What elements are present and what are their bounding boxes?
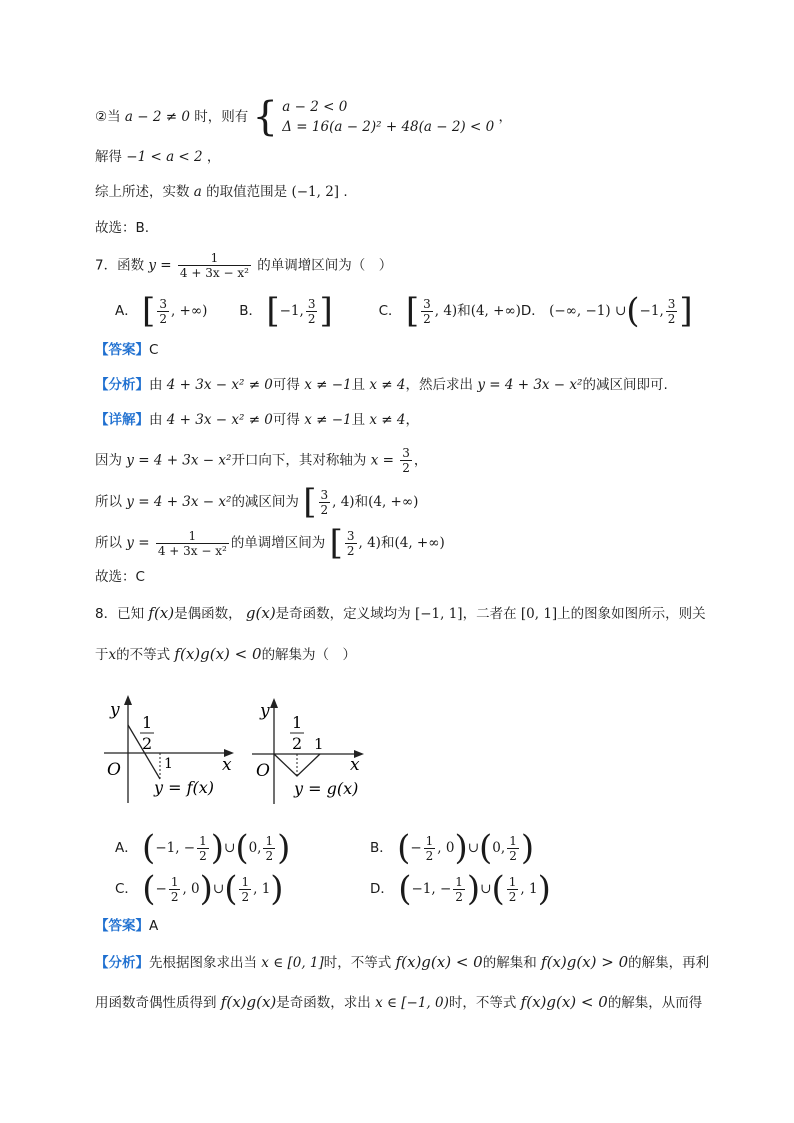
q8-an1-i2: f(x)g(x) > 0 — [541, 953, 629, 971]
graph-g-origin: O — [256, 761, 270, 781]
q7-so1-den: 2 — [320, 502, 329, 517]
q8-opt-c-n2: 1 — [241, 874, 250, 889]
q8-opt-d-n2: 1 — [508, 874, 517, 889]
q8-l1-b: 是偶函数， — [174, 606, 242, 622]
q8-opt-b-n2: 1 — [509, 833, 517, 848]
q7-because-den: 2 — [402, 461, 410, 475]
q8-opt-d-m2: , 1 — [520, 881, 538, 897]
bracket-icon: ( — [491, 869, 505, 909]
q7-because — [95, 446, 427, 475]
q7-an-expr2: x ≠ −1 — [304, 377, 352, 393]
q7-opt-a-den: 2 — [159, 311, 167, 326]
q7-option-a[interactable] — [115, 291, 235, 331]
bracket-icon: ) — [537, 869, 551, 909]
q8-opt-c-d2: 2 — [241, 889, 250, 904]
q7-an-3: 且 — [351, 377, 366, 393]
q8-l1-c: 是奇函数，定义域均为 — [275, 606, 411, 622]
q7-opt-c-den: 2 — [423, 311, 431, 326]
q8-l1-f: f(x) — [148, 604, 175, 622]
q7-so1-frac — [319, 488, 331, 517]
q7-opt-b-head: −1, — [279, 303, 304, 319]
q7-opt-b-num: 3 — [307, 296, 316, 311]
q8-opt-a-n1: 1 — [199, 833, 207, 848]
q7-opt-a-frac — [157, 297, 169, 326]
q7-so2-and: 和 — [380, 535, 395, 551]
q7-because-axis: x = — [370, 452, 394, 469]
bracket-icon: ( — [398, 869, 412, 909]
q8-l2-c: 的解集为（ ） — [261, 647, 357, 663]
q8-answer-value: A — [149, 918, 159, 934]
bracket-icon: ) — [277, 828, 291, 868]
analysis-tag: 【分析】 — [95, 955, 149, 971]
q8-opt-d-n1: 1 — [455, 874, 463, 889]
q7-opt-b-frac — [306, 297, 318, 326]
q7-an-expr3: x ≠ 4 — [369, 377, 406, 393]
solve-line — [95, 146, 220, 168]
bracket-icon: [ — [266, 291, 280, 331]
q7-so2-int: , 4) — [358, 535, 381, 551]
q8-opt-c-m1: , 0 — [182, 881, 200, 897]
q8-opt-b-l: − — [410, 840, 422, 856]
q7-de-1: 由 — [149, 412, 163, 428]
solve-tail: ， — [206, 149, 221, 165]
q7-de-4: ， — [405, 412, 420, 428]
q7-so1-expr: y = 4 + 3x − x² — [126, 494, 232, 510]
q7-opt-c-label: C． — [378, 303, 402, 319]
q8-opt-b-cup: ∪ — [467, 840, 480, 856]
summary-tail: . — [343, 184, 348, 200]
q8-opt-b-label: B． — [370, 840, 393, 856]
bracket-icon: ) — [210, 828, 225, 868]
q8-option-d[interactable] — [370, 869, 551, 909]
bracket-icon: ] — [679, 291, 693, 331]
q7-analysis — [95, 374, 668, 396]
q8-an2-i: f(x)g(x) < 0 — [520, 993, 608, 1011]
q7-detail — [95, 409, 419, 431]
q7-number: 7．函数 — [95, 257, 145, 274]
graph-f-half-den: 2 — [142, 734, 153, 753]
q7-func-num: 1 — [178, 251, 251, 266]
q8-l1-interval: [0, 1] — [520, 606, 558, 622]
q7-so2-den: 4 + 3x − x² — [157, 543, 227, 558]
q8-opt-b-frac2 — [507, 834, 519, 863]
q8-opt-d-d2: 2 — [508, 889, 517, 904]
q7-de-expr3: x ≠ 4 — [369, 412, 406, 428]
q7-so1-tail: (4, +∞) — [368, 494, 419, 510]
bracket-icon: ) — [199, 869, 213, 909]
graph-g — [252, 698, 372, 806]
system-tail: ， — [498, 109, 512, 125]
q8-opt-b-d2: 2 — [509, 848, 517, 863]
bracket-icon: ( — [142, 828, 156, 868]
q7-opt-a-label: A． — [115, 303, 138, 319]
q8-l1-d: ，二者在 — [462, 606, 517, 622]
graph-f-y-label: y — [110, 700, 120, 720]
q7-opt-c-and: 和 — [457, 303, 471, 319]
bracket-icon: [ — [329, 523, 343, 563]
q8-opt-b-n1: 1 — [425, 833, 434, 848]
q8-l1-e: 上的图象如图所示，则关 — [557, 606, 706, 622]
q8-opt-d-cup: ∪ — [480, 881, 492, 897]
q7-so2-fnum: 3 — [346, 528, 355, 543]
q7-opt-b-den: 2 — [307, 311, 316, 326]
case2-line — [95, 94, 512, 140]
q8-opt-c-d1: 2 — [170, 889, 179, 904]
q8-l2-a: 于 — [95, 647, 109, 663]
q7-choice: 故选：C — [95, 569, 145, 585]
q7-func-fraction — [178, 251, 251, 280]
answer-tag: 【答案】 — [95, 918, 149, 934]
q7-option-d[interactable] — [520, 291, 693, 331]
q7-so2-prefix: 所以 — [95, 535, 122, 551]
q8-opt-c-m2: , 1 — [253, 881, 271, 897]
q8-an1-a: 先根据图象求出当 — [149, 955, 257, 971]
q7-stem — [95, 251, 392, 280]
q7-answer — [95, 339, 158, 361]
q7-because-2: 开口向下，其对称轴为 — [231, 452, 367, 469]
answer-tag: 【答案】 — [95, 342, 149, 358]
q7-so2-lhs: y = — [126, 535, 150, 551]
q8-opt-c-frac2 — [239, 875, 251, 904]
part6-choice: 故选：B. — [95, 220, 150, 236]
q8-opt-b-m1: , 0 — [437, 840, 455, 856]
graph-g-half-num: 1 — [292, 713, 303, 732]
bracket-icon: ) — [466, 869, 481, 909]
q7-because-1: 因为 — [95, 452, 122, 469]
q8-l1-g: g(x) — [245, 604, 276, 622]
graph-f-x-label: x — [222, 755, 232, 775]
q8-an1-c: 的解集和 — [482, 955, 537, 971]
q7-so1-mid: 的减区间为 — [231, 494, 299, 510]
analysis-tag: 【分析】 — [95, 377, 149, 393]
q7-option-b[interactable] — [239, 291, 374, 331]
q7-de-expr2: x ≠ −1 — [304, 412, 352, 428]
bracket-icon: ( — [626, 291, 640, 331]
q8-opt-c-l: − — [155, 881, 167, 897]
graph-g-x-label: x — [350, 755, 360, 775]
q7-so2-mid: 的单调增区间为 — [230, 535, 326, 551]
q8-opt-a-label: A． — [115, 840, 138, 856]
graph-f-one: 1 — [164, 756, 173, 772]
q8-opt-a-n2: 1 — [265, 833, 274, 848]
q8-an1-x: x ∈ [0, 1] — [261, 955, 324, 971]
q8-opt-d-label: D． — [370, 881, 394, 897]
bracket-icon: ( — [397, 828, 411, 868]
q8-option-a[interactable] — [115, 828, 291, 868]
q8-opt-c-label: C． — [115, 881, 138, 897]
q8-opt-a-frac2 — [263, 834, 275, 863]
q7-opt-d-den: 2 — [667, 311, 676, 326]
q7-so2-fden: 2 — [346, 543, 355, 558]
q7-so1-num: 3 — [320, 487, 329, 502]
q8-opt-b-frac1 — [424, 834, 436, 863]
q7-option-c[interactable] — [378, 291, 521, 331]
q7-so1-int: , 4) — [332, 494, 355, 510]
system-row-2: Δ = 16(a − 2)² + 48(a − 2) < 0 — [282, 119, 495, 135]
summary-prefix: 综上所述，实数 — [95, 184, 190, 200]
inequality-system — [282, 97, 494, 137]
bracket-icon: ) — [520, 828, 535, 868]
q8-opt-d-l: −1, − — [411, 881, 452, 897]
case2-prefix: ②当 — [95, 109, 121, 125]
q8-opt-a-l: −1, − — [155, 840, 196, 856]
q8-an1-d: 的解集，再利 — [628, 955, 710, 971]
q7-opt-d-mid: −1, — [639, 303, 664, 319]
q7-de-expr1: 4 + 3x − x² ≠ 0 — [166, 412, 273, 428]
graph-g-half-den: 2 — [292, 734, 303, 753]
q7-opt-c-frac — [421, 297, 433, 326]
summary-range: (−1, 2] — [291, 184, 340, 200]
q8-an2-b: 是奇函数，求出 — [276, 995, 371, 1011]
q8-an2-d: 的解集，从而得 — [607, 995, 703, 1011]
q8-opt-a-d1: 2 — [199, 848, 207, 863]
q8-analysis-line2 — [95, 991, 702, 1014]
solve-prefix: 解得 — [95, 149, 122, 165]
q8-opt-d-frac1 — [453, 875, 465, 904]
q8-stem-line1 — [95, 602, 706, 625]
q8-opt-d-d1: 2 — [455, 889, 463, 904]
summary-mid: 的取值范围是 — [206, 184, 288, 200]
system-row-1: a − 2 < 0 — [282, 99, 348, 115]
q7-so2 — [95, 523, 445, 563]
q8-opt-a-d2: 2 — [265, 848, 274, 863]
q7-answer-value: C — [149, 342, 159, 358]
graph-f — [100, 693, 240, 805]
summary-line — [95, 181, 348, 203]
case2-condition: a − 2 ≠ 0 — [124, 109, 190, 125]
q7-so2-frac — [345, 529, 357, 558]
q7-de-2: 可得 — [272, 412, 300, 428]
q7-so1-prefix: 所以 — [95, 494, 122, 510]
q8-an2-c: 时，不等式 — [448, 995, 517, 1011]
q7-opt-c-num: 3 — [423, 296, 431, 311]
q7-opt-c-mid: , 4) — [434, 303, 458, 319]
bracket-icon: [ — [142, 291, 156, 331]
graph-f-half-num: 1 — [142, 713, 153, 732]
graph-g-one: 1 — [314, 735, 324, 753]
graph-g-caption: y = g(x) — [294, 779, 359, 798]
q7-an-5: 的减区间即可. — [582, 377, 668, 393]
bracket-icon: ( — [235, 828, 249, 868]
summary-variable: a — [193, 184, 202, 200]
q8-analysis-line1 — [95, 951, 709, 974]
q8-an2-a: 用函数奇偶性质得到 — [95, 995, 217, 1011]
q7-an-1: 由 — [149, 377, 163, 393]
q7-opt-b-label: B． — [239, 303, 263, 319]
q8-l2-inequality: f(x)g(x) < 0 — [174, 645, 262, 663]
q8-an2-x: x ∈ [−1, 0) — [375, 995, 449, 1011]
q7-an-4: ，然后求出 — [405, 377, 474, 393]
q8-l2-b: 的不等式 — [116, 647, 171, 663]
q8-opt-c-frac1 — [169, 875, 181, 904]
q8-l1-domain: [−1, 1] — [414, 606, 463, 622]
q8-opt-a-frac1 — [197, 834, 209, 863]
q8-opt-d-frac2 — [507, 875, 519, 904]
q7-because-num: 3 — [402, 446, 410, 460]
q7-so2-tail: (4, +∞) — [394, 535, 445, 551]
case2-mid: 时，则有 — [194, 109, 249, 125]
q7-because-frac — [400, 446, 412, 475]
bracket-icon: [ — [303, 482, 317, 522]
q7-an-2: 可得 — [272, 377, 300, 393]
graph-f-y-arrow-icon — [124, 695, 132, 705]
q8-opt-b-m: 0, — [492, 840, 506, 856]
q8-an1-i1: f(x)g(x) < 0 — [395, 953, 483, 971]
graph-f-origin: O — [107, 760, 121, 780]
q7-an-expr1: 4 + 3x − x² ≠ 0 — [166, 377, 273, 393]
system-brace: { — [252, 94, 278, 140]
bracket-icon: ] — [319, 291, 333, 331]
bracket-icon: ) — [270, 869, 284, 909]
q8-option-b[interactable] — [370, 828, 535, 868]
graph-g-curve — [274, 754, 320, 776]
q7-opt-d-num: 3 — [667, 296, 676, 311]
q7-so2-num: 1 — [156, 529, 229, 544]
q7-options — [115, 291, 693, 331]
bracket-icon: ( — [479, 828, 493, 868]
bracket-icon: ( — [142, 869, 156, 909]
q8-opt-b-d1: 2 — [425, 848, 434, 863]
q7-de-3: 且 — [351, 412, 366, 428]
q7-func-den: 4 + 3x − x² — [179, 266, 249, 280]
q8-l2-x: x — [108, 647, 117, 663]
q8-l1-a: 8．已知 — [95, 606, 145, 622]
bracket-icon: ) — [454, 828, 468, 868]
q7-opt-a-num: 3 — [159, 296, 167, 311]
q7-because-expr: y = 4 + 3x − x² — [126, 452, 232, 469]
q7-opt-a-tail: , +∞) — [170, 303, 208, 319]
q7-so2-func-frac — [156, 529, 229, 558]
q7-opt-c-tail: (4, +∞) — [470, 303, 521, 319]
q8-opt-c-cup: ∪ — [212, 881, 225, 897]
q8-opt-a-m: 0, — [248, 840, 262, 856]
q7-func-lhs: y = — [148, 257, 172, 274]
detail-tag: 【详解】 — [95, 412, 149, 428]
q8-an1-b: 时，不等式 — [323, 955, 392, 971]
q7-stem-tail: 的单调增区间为（ ） — [257, 257, 393, 274]
q8-stem-line2 — [95, 643, 356, 666]
q7-an-expr4: y = 4 + 3x − x² — [477, 377, 583, 393]
q7-opt-d-frac — [666, 297, 678, 326]
q7-so1 — [95, 482, 419, 522]
bracket-icon: ( — [224, 869, 238, 909]
q7-because-tail: ， — [413, 452, 428, 469]
graph-g-y-label: y — [260, 701, 270, 721]
bracket-icon: [ — [405, 291, 420, 331]
q8-answer — [95, 915, 158, 937]
q8-opt-c-n1: 1 — [170, 874, 179, 889]
q7-so1-and: 和 — [354, 494, 369, 510]
graph-g-y-arrow-icon — [270, 698, 278, 708]
q7-opt-d-label: D． — [520, 303, 545, 319]
q8-an2-f: f(x)g(x) — [220, 993, 277, 1011]
q7-opt-d-head: (−∞, −1) ∪ — [549, 303, 627, 319]
q8-opt-a-cup: ∪ — [224, 840, 236, 856]
solve-expression: −1 < a < 2 — [126, 149, 203, 165]
graph-f-caption: y = f(x) — [154, 778, 215, 797]
q8-option-c[interactable] — [115, 869, 284, 909]
